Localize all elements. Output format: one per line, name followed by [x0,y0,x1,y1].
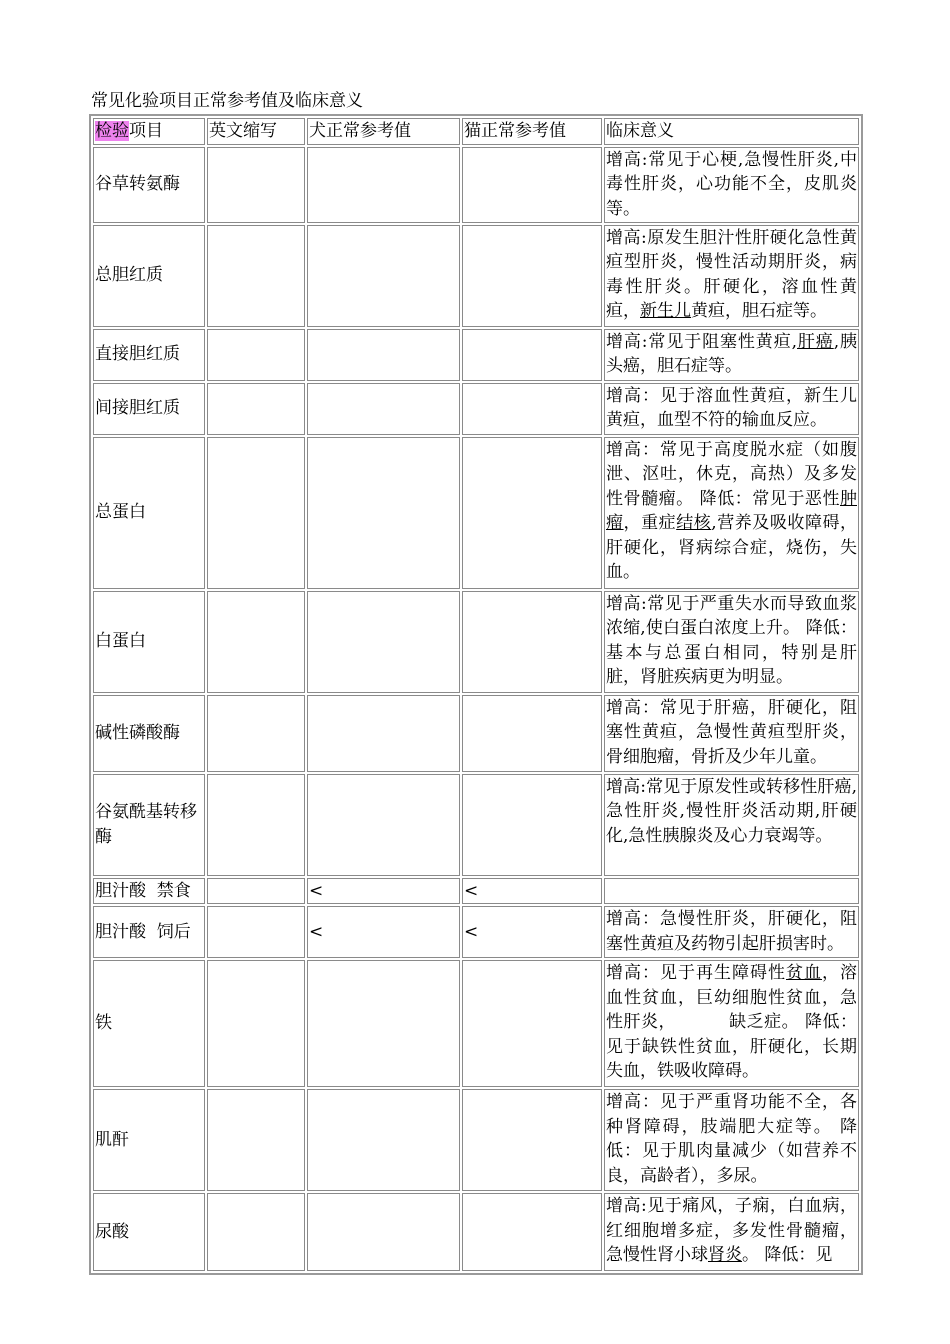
significance-fragment: 增高:常见于阻塞性黄疸, [606,331,797,352]
abbreviation-cell [207,1193,305,1271]
underlined-term: 肿瘤 [606,488,857,533]
test-item-name: 肌酐 [93,1089,205,1191]
significance-fragment: 增高：常见于肝癌，肝硬化，阻塞性黄疸，急慢性黄疸型肝炎，骨细胞瘤，骨折及少年儿童。 [606,697,857,767]
cat-reference-value [462,1193,602,1271]
dog-reference-value [307,1193,460,1271]
document-title: 常见化验项目正常参考值及临床意义 [91,91,363,111]
significance-fragment: 增高:见于痛风，子痫，白血病，红细胞增多症，多发性骨髓瘤，急慢性肾小球 [606,1196,857,1265]
abbreviation-cell [207,383,305,435]
clinical-significance-text [604,383,859,435]
clinical-significance-text [604,329,859,381]
dog-reference-value [307,329,460,381]
significance-fragment: 增高：常见于高度脱水症（如腹泄、沤吐，休克，高热）及多发性骨髓瘤。 降低：常见于恶性 [606,439,857,509]
table-row [93,1089,859,1191]
cat-reference-value [462,329,602,381]
cat-reference-value [462,695,602,772]
header-test-item: 检验项目 [93,118,205,145]
clinical-significance-text [604,1193,859,1271]
significance-fragment: 增高：见于再生障碍性 [606,963,786,983]
cat-reference-value: < [462,878,602,905]
abbreviation-cell [207,774,305,876]
cat-reference-value [462,147,602,223]
dog-reference-value: < [307,878,460,905]
cat-reference-value [462,437,602,589]
dog-reference-value [307,147,460,223]
table-row [93,147,859,223]
abbreviation-cell [207,437,305,589]
abbreviation-cell [207,329,305,381]
dog-reference-value [307,695,460,772]
test-item-name: 白蛋白 [93,591,205,693]
abbreviation-cell [207,591,305,693]
significance-fragment: 增高:原发生胆汁性肝硬化急性黄疸型肝炎，慢性活动期肝炎，病毒性肝炎。肝硬化，溶血性黄疸， [606,227,857,321]
dog-reference-value [307,774,460,876]
significance-fragment: 增高:常见于原发性或转移性肝癌,急性肝炎,慢性肝炎活动期,肝硬化,急性胰腺炎及心力衰竭等。 [606,776,857,846]
test-item-name: 胆汁酸 饲后 [93,906,205,958]
test-item-name: 谷氨酰基转移酶 [93,774,205,876]
table-row [93,960,859,1087]
test-item-name: 总胆红质 [93,225,205,327]
dog-reference-value [307,591,460,693]
clinical-significance-text [604,1089,859,1191]
significance-fragment: 增高：急慢性肝炎，肝硬化，阻塞性黄疸及药物引起肝损害时。 [606,909,857,954]
abbreviation-cell [207,695,305,772]
abbreviation-cell [207,147,305,223]
significance-fragment: ,营养及吸收障碍，肝硬化，肾病综合症，烧伤，失血。 [606,513,858,582]
underlined-term: 肝癌 [797,331,834,352]
test-item-name: 谷草转氨酶 [93,147,205,223]
header-dog-reference: 犬正常参考值 [307,118,460,145]
abbreviation-cell [207,878,305,905]
table-row [93,774,859,876]
clinical-significance-text [604,906,859,958]
table-header-row [93,118,859,145]
table-row [93,906,859,958]
cat-reference-value [462,591,602,693]
test-item-name: 间接胆红质 [93,383,205,435]
cat-reference-value [462,960,602,1087]
dog-reference-value [307,960,460,1087]
table-row [93,225,859,327]
abbreviation-cell [207,1089,305,1191]
dog-reference-value: < [307,906,460,958]
clinical-significance-text [604,878,859,905]
abbreviation-cell [207,960,305,1087]
dog-reference-value [307,383,460,435]
clinical-significance-text [604,774,859,876]
table-row [93,437,859,589]
cat-reference-value [462,1089,602,1191]
underlined-term: 贫血 [786,963,822,983]
significance-fragment: 。 降低：见 [742,1245,833,1265]
significance-fragment: 增高：见于严重肾功能不全，各种肾障碍，肢端肥大症等。 降低：见于肌肉量减少（如营养不良，高龄者），多尿。 [606,1092,857,1186]
underlined-term: 肾炎 [708,1245,742,1265]
table-row [93,695,859,772]
clinical-significance-text [604,225,859,327]
dog-reference-value [307,437,460,589]
significance-fragment: 增高：见于溶血性黄疸，新生儿黄疸，血型不符的输血反应。 [606,385,857,430]
underlined-term: 新生儿 [640,301,691,321]
header-clinical-significance: 临床意义 [604,118,859,145]
significance-fragment: ,胰头癌，胆石症等。 [606,331,858,376]
table-row [93,383,859,435]
underlined-term: 结核 [676,513,712,533]
test-item-name: 胆汁酸 禁食 [93,878,205,905]
table-row [93,878,859,905]
dog-reference-value [307,1089,460,1191]
significance-fragment: 黄疸，胆石症等。 [691,301,827,321]
cat-reference-value [462,383,602,435]
test-item-name: 总蛋白 [93,437,205,589]
significance-fragment: ，溶血性贫血，巨幼细胞性贫血，急性肝炎， 缺乏症。 降低：见于缺铁性贫血，肝硬化，长期失血，铁吸收障碍。 [606,963,857,1081]
clinical-significance-text [604,695,859,772]
cat-reference-value [462,774,602,876]
search-highlight: 检验 [95,121,129,141]
test-item-name: 铁 [93,960,205,1087]
clinical-significance-text [604,960,859,1087]
clinical-significance-text [604,147,859,223]
header-cat-reference: 猫正常参考值 [462,118,602,145]
significance-fragment: 增高:常见于心梗,急慢性肝炎,中毒性肝炎，心功能不全，皮肌炎等。 [606,149,857,219]
abbreviation-cell [207,225,305,327]
cat-reference-value: < [462,906,602,958]
significance-fragment: 增高:常见于严重失水而导致血浆浓缩,使白蛋白浓度上升。 降低：基本与总蛋白相同，特别是肝脏，肾脏疾病更为明显。 [606,593,857,687]
lab-reference-table [89,114,863,1275]
test-item-name: 尿酸 [93,1193,205,1271]
table-row [93,329,859,381]
header-abbreviation: 英文缩写 [207,118,305,145]
clinical-significance-text [604,437,859,589]
test-item-name: 直接胆红质 [93,329,205,381]
cat-reference-value [462,225,602,327]
table-row [93,591,859,693]
significance-fragment: ，重症 [623,513,677,533]
table-row [93,1193,859,1271]
clinical-significance-text [604,591,859,693]
dog-reference-value [307,225,460,327]
test-item-name: 碱性磷酸酶 [93,695,205,772]
abbreviation-cell [207,906,305,958]
